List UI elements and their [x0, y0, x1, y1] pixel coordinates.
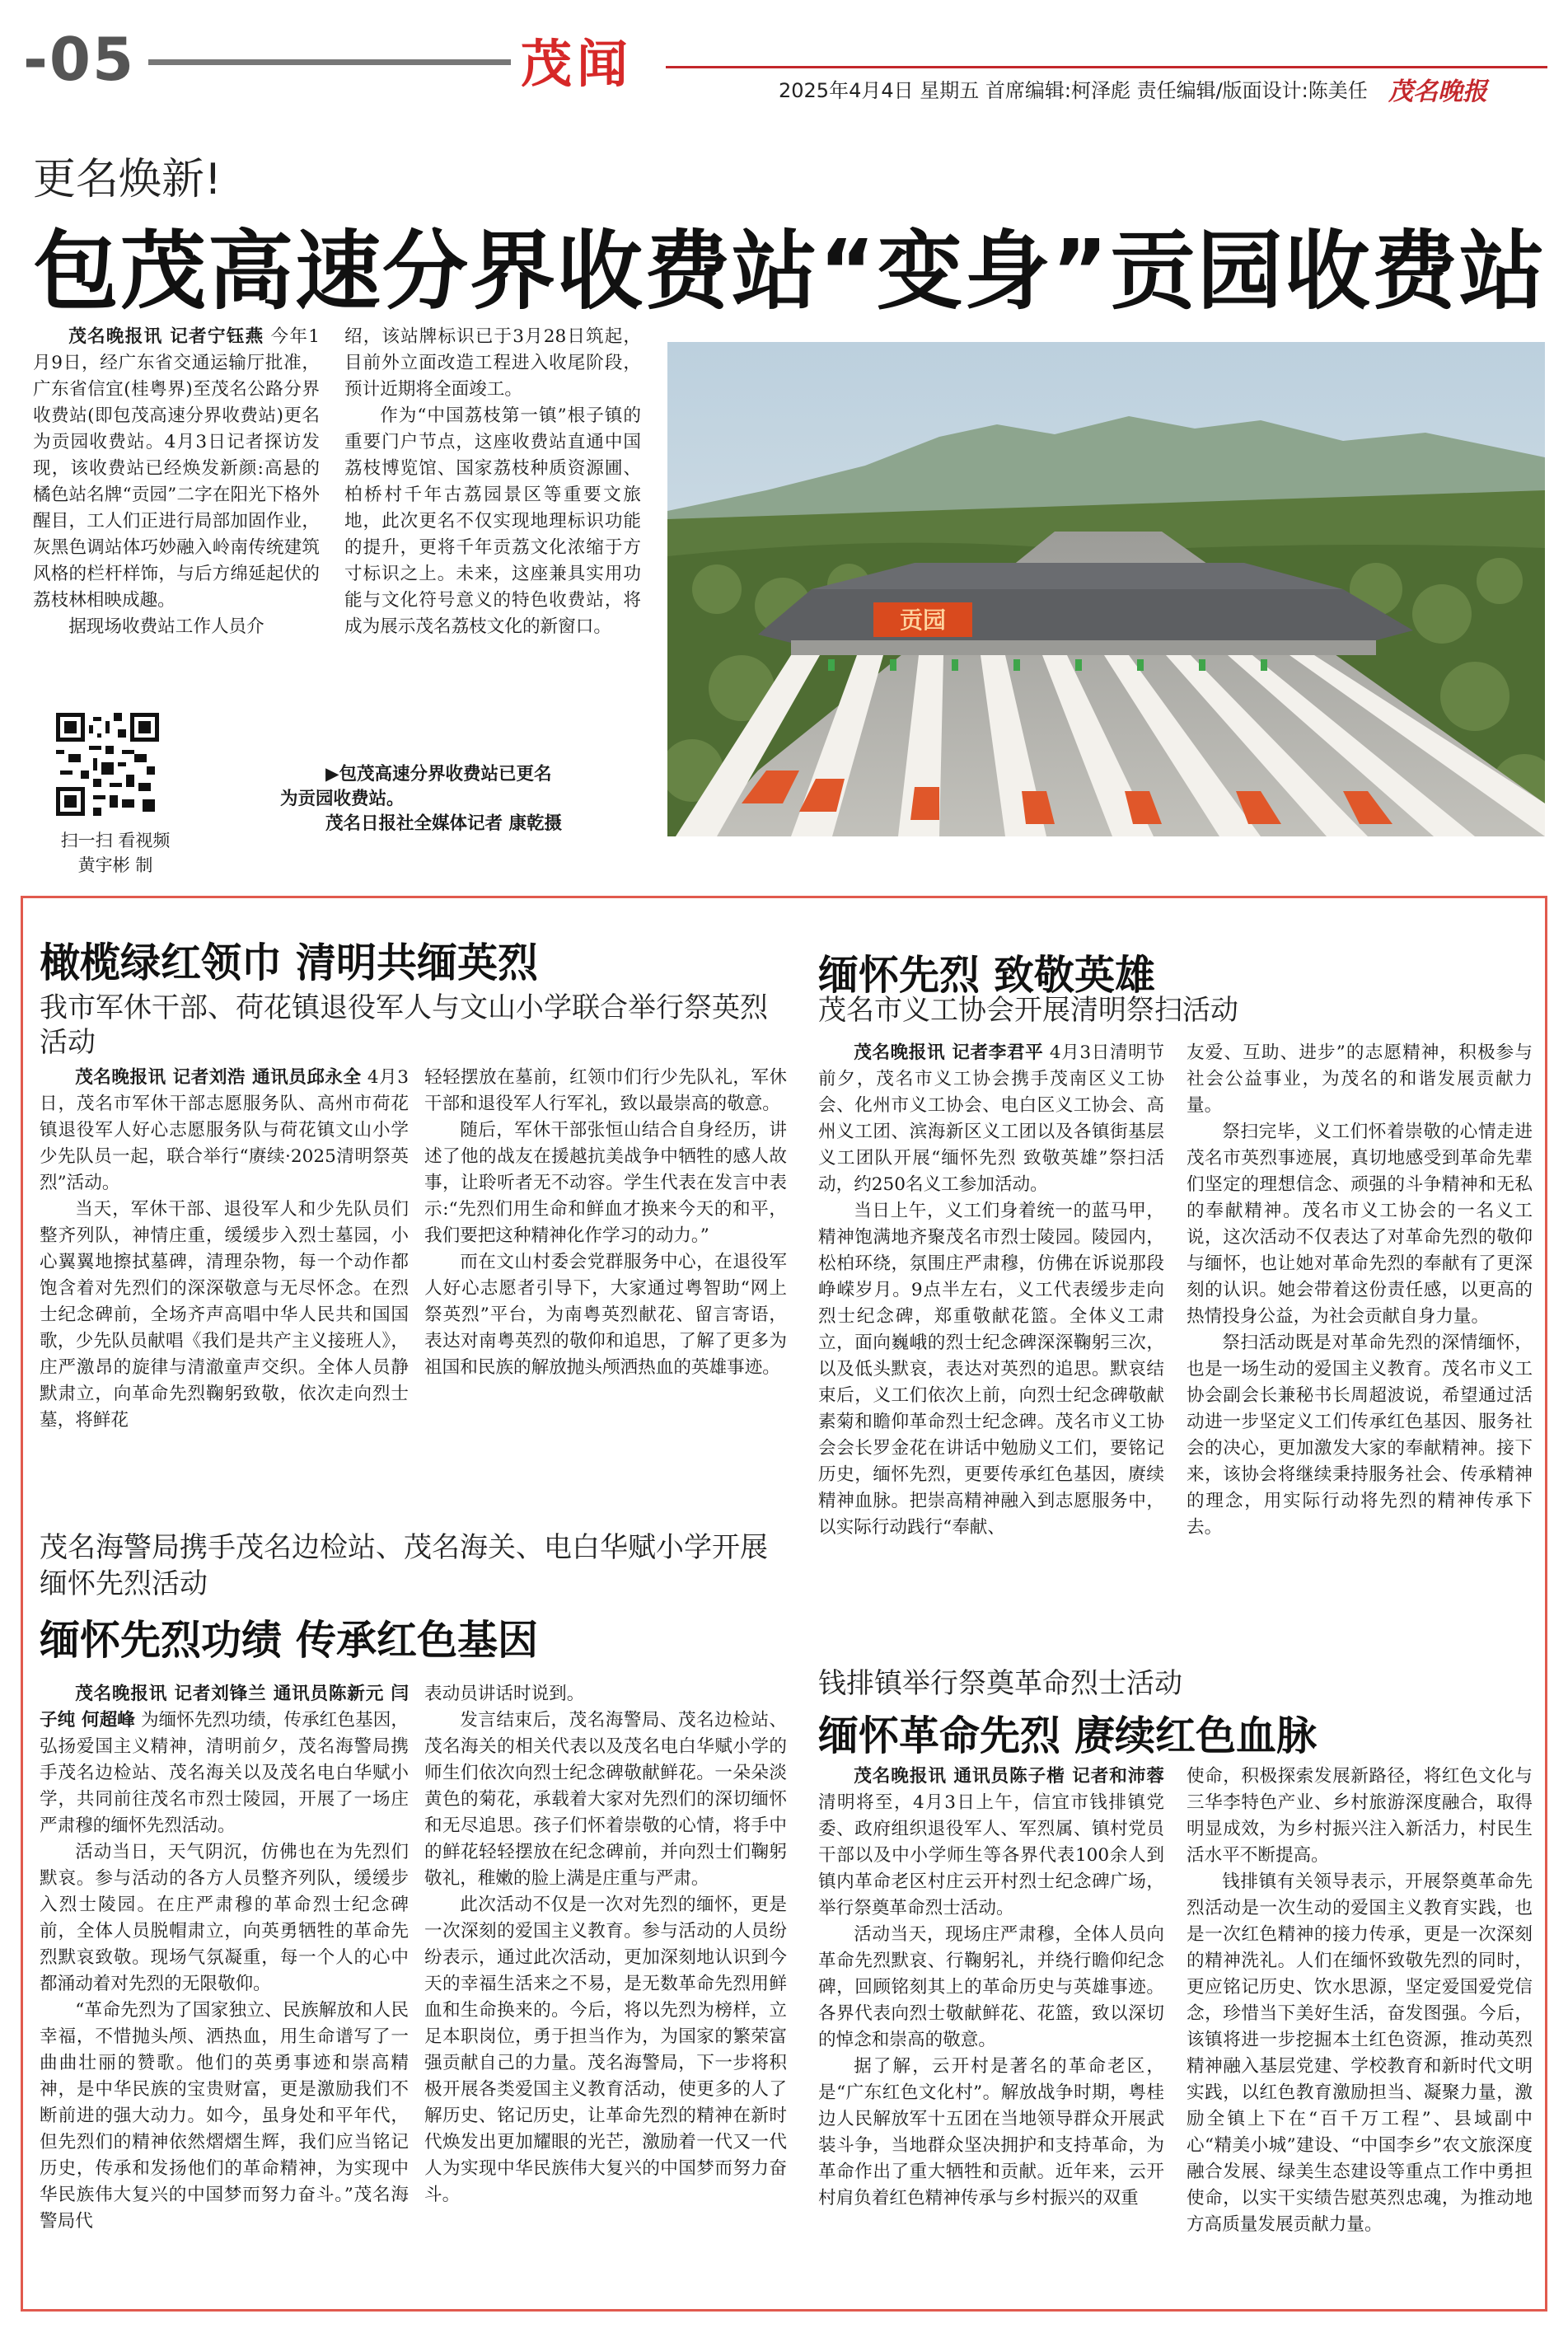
qr-caption: [41, 828, 190, 878]
story-b-column-2: [424, 1681, 787, 2209]
story-a-title: 橄榄绿红领巾 清明共缅英烈: [40, 939, 539, 986]
story-d-byline: 茂名晚报讯 通讯员陈子楷 记者和沛蓉: [854, 1766, 1164, 1787]
story-c-para-4: 祭扫完毕，义工们怀着崇敬的心情走进茂名市英烈事迹展，真切地感受到革命先辈们坚定的理想信念、顽强的斗争精神和无私的奉献精神。茂名市义工协会的一名义工说，这次活动不仅表达了对革命先烈的敬仰与缅怀，也让她对革命先烈的奉献有了更深刻的认识。她会带着这份责任感，以更高的热情投身公益，为社会贡献自身力量。: [1187, 1122, 1533, 1327]
story-d-para-5: 钱排镇有关领导表示，开展祭奠革命先烈活动是一次生动的爱国主义教育实践，也是一次红色精神的接力传承，更是一次深刻的精神洗礼。人们在缅怀致敬先烈的同时，更应铭记历史、饮水思源，坚定爱国爱党信念，珍惜当下美好生活，奋发图强。今后，该镇将进一步挖掘本土红色资源，推动英烈精神融入基层党建、学校教育和新时代文明实践，以红色教育激励担当、凝聚力量，激励全镇上下在“百千万工程”、县域副中心“精美小城”建设、“中国李乡”农文旅深度融合发展、绿美生态建设等重点工作中勇担使命，以实干实绩告慰英烈忠魂，为推动地方高质量发展贡献力量。: [1187, 1871, 1533, 2235]
story-a-byline: 茂名晚报讯 记者刘浩 通讯员邱永全: [75, 1067, 362, 1088]
story-c-column-1: [818, 1040, 1164, 1541]
story-c-para-5: 祭扫活动既是对革命先烈的深情缅怀，也是一场生动的爱国主义教育。茂名市义工协会副会长兼秘书长周超波说，希望通过活动进一步坚定义工们传承红色基因、服务社会的决心，更加激发大家的奉献精神。接下来，该协会将继续秉持服务社会、传承精神的理念，用实际行动将先烈的精神传承下去。: [1187, 1333, 1533, 1538]
lead-byline: 茂名晚报讯 记者宁钰燕: [68, 326, 264, 347]
story-b-byline: 茂名晚报讯 记者刘锋兰 通讯员陈新元 闫子纯 何超峰: [40, 1684, 409, 1731]
story-d-subtitle: 钱排镇举行祭奠革命烈士活动: [818, 1667, 1182, 1700]
story-b-para-4: 表动员讲话时说到。: [424, 1684, 585, 1704]
header-rule-left: [148, 59, 511, 65]
qr-caption-line-1: 扫一扫 看视频: [60, 831, 171, 850]
story-d-column-1: [818, 1764, 1164, 2212]
qr-code-image: [56, 713, 159, 816]
story-b-para-5: 发言结束后，茂名海警局、茂名边检站、茂名海关的相关代表以及茂名电白华赋小学的师生们依次向烈士纪念碑敬献鲜花。一朵朵淡黄色的菊花，承载着大家对先烈们的深切缅怀和无尽追思。孩子们怀着崇敬的心情，将手中的鲜花轻轻摆放在纪念碑前，并向烈士们鞠躬敬礼，稚嫩的脸上满是庄重与严肃。: [424, 1710, 787, 1889]
story-c-para-2: 当日上午，义工们身着统一的蓝马甲，精神饱满地齐聚茂名市烈士陵园。陵园内，松柏环绕，氛围庄严肃穆，仿佛在诉说那段峥嵘岁月。9点半左右，义工代表缓步走向烈士纪念碑，郑重敬献花篮。全体义工肃立，面向巍峨的烈士纪念碑深深鞠躬三次，以及低头默哀，表达对英烈的追思。默哀结束后，义工们依次上前，向烈士纪念碑敬献素菊和瞻仰革命烈士纪念碑。茂名市义工协会会长罗金花在讲话中勉励义工们，要铭记历史，缅怀先烈，更要传承红色基因，赓续精神血脉。把崇高精神融入到志愿服务中，以实际行动践行“奉献、: [818, 1201, 1164, 1538]
story-b-column-1: [40, 1681, 409, 2235]
story-c-column-2: [1187, 1040, 1533, 1541]
lead-para-2: 据现场收费站工作人员介: [68, 616, 264, 637]
photo-caption: [280, 762, 659, 836]
story-a-column-1: [40, 1065, 409, 1434]
story-a-para-1: 4月3日，茂名市军休干部志愿服务队、高州市荷花镇退役军人好心志愿服务队与荷花镇文山小学少先队员一起，联合举行“赓续·2025清明祭英烈”活动。: [40, 1067, 409, 1193]
story-d-para-4: 使命，积极探索发展新路径，将红色文化与三华李特色产业、乡村旅游深度融合，取得明显成效，为乡村振兴注入新活力，村民生活水平不断提高。: [1187, 1766, 1533, 1866]
section-label: 茂闻: [521, 34, 634, 94]
story-a-para-3: 轻轻摆放在墓前，红领巾们行少先队礼，军休干部和退役军人行军礼，致以最崇高的敬意。: [424, 1067, 787, 1114]
qr-caption-line-2: 黄宇彬 制: [77, 855, 153, 875]
lead-para-3: 绍，该站牌标识已于3月28日筑起，目前外立面改造工程进入收尾阶段，预计近期将全面竣工。: [344, 326, 641, 400]
lead-kicker: 更名焕新!: [33, 155, 222, 204]
photo-caption-line-2: 为贡园收费站。: [280, 789, 405, 809]
story-a-para-5: 而在文山村委会党群服务中心，在退役军人好心志愿者引导下，大家通过粤智助“网上祭英烈”平台，为南粤英烈献花、留言寄语，表达对南粤英烈的敬仰和追思，了解了更多为祖国和民族的解放抛头颅洒热血的英雄事迹。: [424, 1252, 787, 1378]
story-b-para-1: 为缅怀先烈功绩，传承红色基因，弘扬爱国主义精神，清明前夕，茂名海警局携手茂名边检站、茂名海关以及茂名电白华赋小学，共同前往茂名市烈士陵园，开展了一场庄严肃穆的缅怀先烈活动。: [40, 1710, 409, 1836]
lead-headline: 包茂高速分界收费站“变身”贡园收费站: [33, 221, 1547, 321]
story-c-title: 缅怀先烈 致敬英雄: [818, 952, 1156, 999]
story-b-para-2: 活动当日，天气阴沉，仿佛也在为先烈们默哀。参与活动的各方人员整齐列队，缓缓步入烈士陵园。在庄严肃穆的革命烈士纪念碑前，全体人员脱帽肃立，向英勇牺牲的革命先烈默哀致敬。现场气氛凝重，每一个人的心中都涌动着对先烈的无限敬仰。: [40, 1842, 409, 1994]
story-a-para-2: 当天，军休干部、退役军人和少先队员们整齐列队，神情庄重，缓缓步入烈士墓园，小心翼翼地擦拭墓碑，清理杂物，每一个动作都饱含着对先烈们的深深敬意与无尽怀念。在烈士纪念碑前，全场齐声高唱中华人民共和国国歌，少先队员献唱《我们是共产主义接班人》，庄严激昂的旋律与清澈童声交织。全体人员静默肃立，向革命先烈鞠躬致敬，依次走向烈士墓，将鲜花: [40, 1199, 409, 1431]
lead-column-2: [344, 324, 641, 640]
brand-logo: 茂名晚报: [1388, 77, 1487, 106]
qr-code[interactable]: [56, 713, 159, 816]
story-d-title: 缅怀革命先烈 赓续红色血脉: [818, 1712, 1318, 1759]
toll-station-photo: [667, 342, 1545, 836]
story-d-para-2: 活动当天，现场庄严肃穆，全体人员向革命先烈默哀、行鞠躬礼，并绕行瞻仰纪念碑，回顾铭刻其上的革命历史与英雄事迹。各界代表向烈士敬献鲜花、花篮，致以深切的悼念和崇高的敬意。: [818, 1924, 1164, 2050]
story-d-column-2: [1187, 1764, 1533, 2238]
toll-station-illustration: [667, 342, 1545, 836]
header-rule-right: [666, 66, 1547, 68]
story-c-subtitle: 茂名市义工协会开展清明祭扫活动: [818, 994, 1238, 1027]
page-number: -05: [23, 25, 136, 94]
story-b-title: 缅怀先烈功绩 传承红色基因: [40, 1617, 539, 1664]
story-a-para-4: 随后，军休干部张恒山结合自身经历，讲述了他的战友在援越抗美战争中牺牲的感人故事，让聆听者无不动容。学生代表在发言中表示:“先烈们用生命和鲜血才换来今天的和平，我们要把这种精神化作学习的动力。”: [424, 1120, 787, 1246]
photo-caption-line-1: ▶包茂高速分界收费站已更名: [325, 764, 552, 785]
story-c-para-1: 4月3日清明节前夕，茂名市义工协会携手茂南区义工协会、化州市义工协会、电白区义工协会、高州义工团、滨海新区义工团以及各镇街基层义工团队开展“缅怀先烈 致敬英雄”祭扫活动，约250名义工参加活动。: [818, 1042, 1164, 1195]
story-a-column-2: [424, 1065, 787, 1381]
story-c-byline: 茂名晚报讯 记者李君平: [854, 1042, 1044, 1063]
story-d-para-1: 清明将至，4月3日上午，信宜市钱排镇党委、政府组织退役军人、军烈属、镇村党员干部以及中小学师生等各界代表100余人到镇内革命老区村庄云开村烈士纪念碑广场，举行祭奠革命烈士活动。: [818, 1792, 1164, 1918]
story-a-subtitle: 我市军休干部、荷花镇退役军人与文山小学联合举行祭英烈活动: [40, 991, 768, 1059]
photo-caption-credit: 茂名日报社全媒体记者 康乾摄: [325, 813, 562, 834]
story-b-para-3: “革命先烈为了国家独立、民族解放和人民幸福，不惜抛头颅、洒热血，用生命谱写了一曲曲壮丽的赞歌。他们的英勇事迹和崇高精神，是中华民族的宝贵财富，更是激励我们不断前进的强大动力。如今，虽身处和平年代，但先烈们的精神依然熠熠生辉，我们应当铭记历史，传承和发扬他们的革命精神，为实现中华民族伟大复兴的中国梦而努力奋斗。”茂名海警局代: [40, 2000, 409, 2232]
story-b-para-6: 此次活动不仅是一次对先烈的缅怀，更是一次深刻的爱国主义教育。参与活动的人员纷纷表示，通过此次活动，更加深刻地认识到今天的幸福生活来之不易，是无数革命先烈用鲜血和生命换来的。今后，将以先烈为榜样，立足本职岗位，勇于担当作为，为国家的繁荣富强贡献自己的力量。茂名海警局，下一步将积极开展各类爱国主义教育活动，使更多的人了解历史、铭记历史，让革命先烈的精神在新时代焕发出更加耀眼的光芒，激励着一代又一代人为实现中华民族伟大复兴的中国梦而努力奋斗。: [424, 1895, 787, 2205]
story-b-subtitle: 茂名海警局携手茂名边检站、茂名海关、电白华赋小学开展缅怀先烈活动: [40, 1531, 768, 1600]
date-line: 2025年4月4日 星期五 首席编辑:柯泽彪 责任编辑/版面设计:陈美任: [779, 79, 1368, 102]
station-sign: 贡园: [899, 607, 947, 634]
story-c-para-3: 友爱、互助、进步”的志愿精神，积极参与社会公益事业，为茂名的和谐发展贡献力量。: [1187, 1042, 1533, 1116]
story-d-para-3: 据了解，云开村是著名的革命老区，是“广东红色文化村”。解放战争时期，粤桂边人民解放军十五团在当地领导群众开展武装斗争，当地群众坚决拥护和支持革命，为革命作出了重大牺牲和贡献。近年来，云开村肩负着红色精神传承与乡村振兴的双重: [818, 2056, 1164, 2209]
lead-para-4: 作为“中国荔枝第一镇”根子镇的重要门户节点，这座收费站直通中国荔枝博览馆、国家荔枝种质资源圃、柏桥村千年古荔园景区等重要文旅地，此次更名不仅实现地理标识功能的提升，更将千年贡荔文化浓缩于方寸标识之上。未来，这座兼具实用功能与文化符号意义的特色收费站，将成为展示茂名荔枝文化的新窗口。: [344, 405, 641, 637]
lead-para-1: 今年1月9日，经广东省交通运输厅批准，广东省信宜(桂粤界)至茂名公路分界收费站(即包茂高速分界收费站)更名为贡园收费站。4月3日记者探访发现，该收费站已经焕发新颜:高悬的橘色站名牌“贡园”二字在阳光下格外醒目，工人们正进行局部加固作业，灰黑色调站体巧妙融入岭南传统建筑风格的栏杆样饰，与后方绵延起伏的荔枝林相映成趣。: [33, 326, 320, 611]
lead-column-1: [33, 324, 320, 640]
